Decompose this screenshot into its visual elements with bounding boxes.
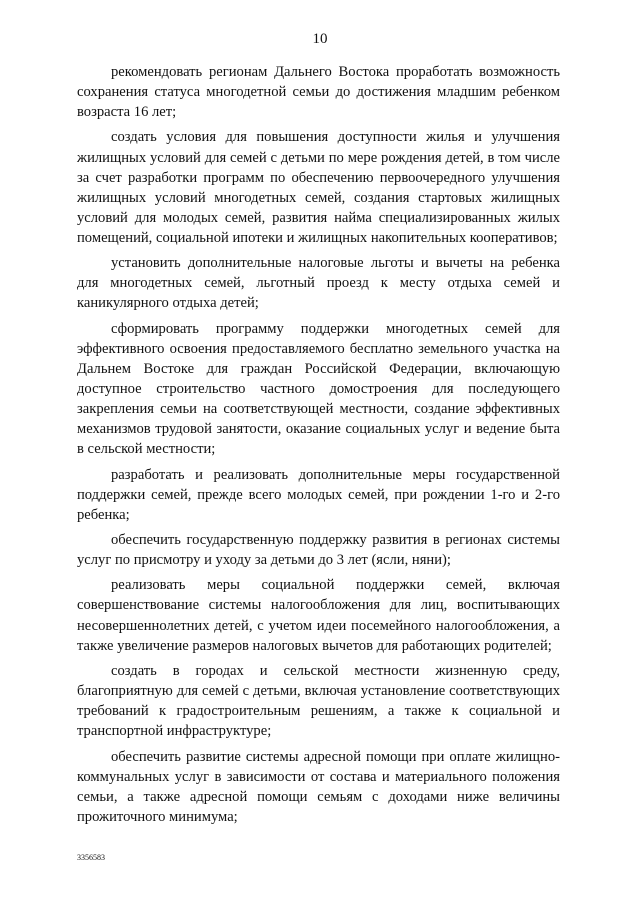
paragraph-land-program: сформировать программу поддержки многодетных семей для эффективного освоения предоставляемого бесплатно земельного участка на Дальнем Востоке для граждан Российской Федерации, включающую доступное строительство частного домостроения для последующего закрепления семьи на соответствующей местности, создание эффективных механизмов трудовой занятости, оказание социальных услуг и ведение быта в сельской местности; (77, 320, 560, 458)
document-body (77, 62, 560, 832)
page-number: 10 (312, 31, 328, 47)
paragraph-housing-conditions: создать условия для повышения доступности жилья и улучшения жилищных условий для семей с детьми по мере рождения детей, в том числе за счет разработки программ по обеспечению первоочередного улучшения жилищных условий многодетных семей, создания стартовых жилищных условий для молодых семей, развития найма специализированных жилых помещений, социальной ипотеки и жилищных накопительных кооперативов; (77, 129, 560, 246)
paragraph-childcare-services: обеспечить государственную поддержку развития в регионах системы услуг по присмотру и уходу за детьми до 3 лет (ясли, няни); (77, 532, 560, 569)
paragraph-state-support: разработать и реализовать дополнительные меры государственной поддержки семей, прежде всего молодых семей, при рождении 1-го и 2-го ребенка; (77, 466, 560, 523)
paragraph-tax-benefits: установить дополнительные налоговые льготы и вычеты на ребенка для многодетных семей, льготный проезд к месту отдыха семей и каникулярного отдыха детей; (77, 255, 560, 312)
document-code: 3356583 (77, 853, 105, 862)
paragraph-living-environment: создать в городах и сельской местности жизненную среду, благоприятную для семей с детьми, включая установление соответствующих требований к градостроительным решениям, а также к социальной и транспортной инфраструктуре; (77, 662, 560, 740)
paragraph-recommend-regions: рекомендовать регионам Дальнего Востока проработать возможность сохранения статуса многодетной семьи до достижения младшим ребенком возраста 16 лет; (77, 64, 560, 121)
paragraph-social-support: реализовать меры социальной поддержки семей, включая совершенствование системы налогообложения для лиц, воспитывающих несовершеннолетних детей, с учетом идеи посемейного налогообложения, а также увеличение размеров налоговых вычетов для работающих родителей; (77, 577, 560, 654)
paragraph-targeted-assistance: обеспечить развитие системы адресной помощи при оплате жилищно-коммунальных услуг в зависимости от состава и материального положения семьи, а также адресной помощи семьям с доходами ниже величины прожиточного минимума; (77, 748, 560, 825)
